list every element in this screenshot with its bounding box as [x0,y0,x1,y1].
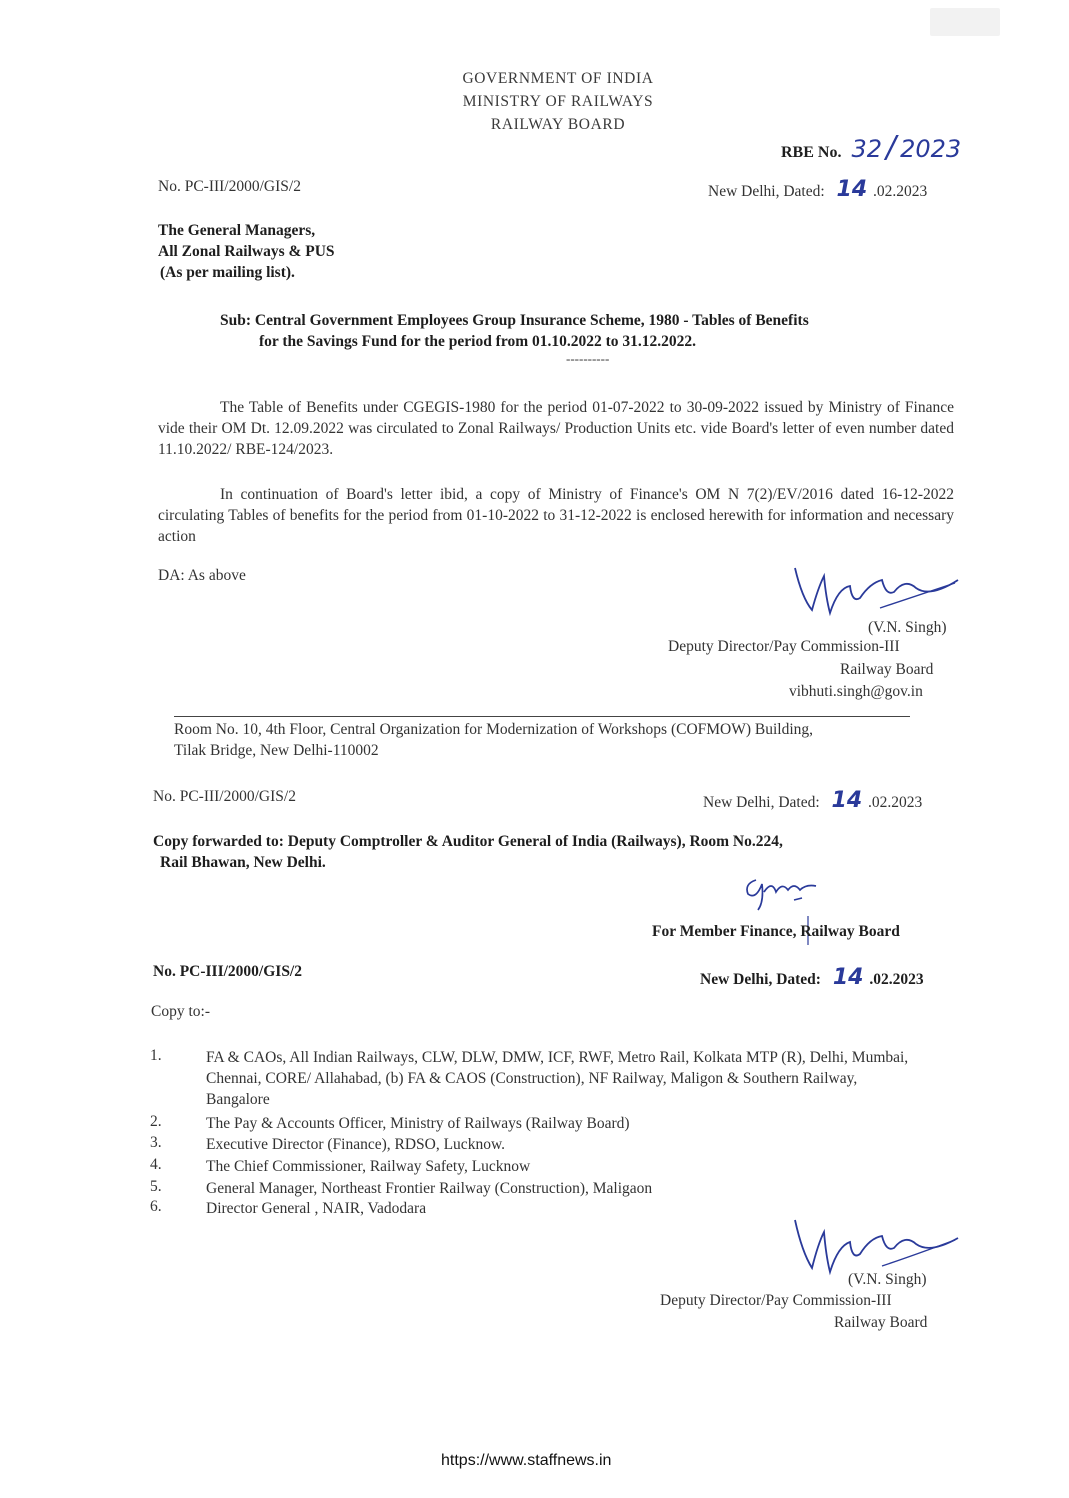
list-item-number: 3. [150,1134,162,1151]
copy2-file-number: No. PC-III/2000/GIS/2 [153,963,302,980]
list-item: Executive Director (Finance), RDSO, Lucknow. [206,1136,506,1153]
paragraph-2: In continuation of Board's letter ibid, a copy of Ministry of Finance's OM N 7(2)/EV/2016 dated 16-12-2022 circulating Tables of benefits for the period from 01-10-2022 to 31-12-2022 is enclosed herewith for information and necessary action [158,486,954,545]
header-line-3: RAILWAY BOARD [490,116,626,133]
signatory-email: vibhuti.singh@gov.in [789,683,923,700]
rbe-handwritten-slash: / [886,130,897,165]
address-divider [174,716,910,717]
copy2-date-day-handwritten: 14 [832,965,864,990]
signature-2 [742,870,832,920]
paragraph-1: The Table of Benefits under CGEGIS-1980 for the period 01-07-2022 to 30-09-2022 issued by Ministry of Finance vide their OM Dt. 12.09.2022 was circulated to Zonal Railways/ Production Units etc. vide Board's letter of even number dated 11.10.2022/ RBE-124/2023. [158,399,954,458]
list-item: Director General , NAIR, Vadodara [206,1200,427,1217]
copy1-forwarded-line-1: Copy forwarded to: Deputy Comptroller & Auditor General of India (Railways), Room No.224, [153,833,783,850]
header-line-1: GOVERNMENT OF INDIA [462,70,654,87]
date-day-handwritten: 14 [836,177,868,202]
file-number: No. PC-III/2000/GIS/2 [158,178,301,195]
signatory-name: (V.N. Singh) [868,619,947,636]
letter-date [708,177,927,202]
addressee-line-3: (As per mailing list). [160,264,295,281]
list-item: The Chief Commissioner, Railway Safety, Lucknow [206,1158,531,1175]
signatory-org: Railway Board [840,661,934,678]
signatory-title: Deputy Director/Pay Commission-III [668,638,900,655]
copy2-date-label: New Delhi, Dated: [700,971,821,988]
copy2-signatory-name: (V.N. Singh) [848,1271,927,1288]
copy1-date [703,788,922,813]
list-item-number: 4. [150,1156,162,1173]
copy1-date-day-handwritten: 14 [831,788,863,813]
copy2-signatory-org: Railway Board [834,1314,928,1331]
address-line-1: Room No. 10, 4th Floor, Central Organization for Modernization of Workshops (COFMOW) Building, [174,721,814,738]
enclosure-note: DA: As above [158,567,246,584]
subject-underline: ---------- [566,351,610,366]
footer-url: https://www.staffnews.in [441,1452,612,1469]
addressee-line-2: All Zonal Railways & PUS [158,243,335,260]
rbe-label: RBE No. [781,144,842,161]
rbe-handwritten-number: 32 [851,135,882,163]
copy2-signatory-title: Deputy Director/Pay Commission-III [660,1292,892,1309]
copy1-file-number: No. PC-III/2000/GIS/2 [153,788,296,805]
header-line-2: MINISTRY OF RAILWAYS [462,93,654,110]
date-label: New Delhi, Dated: [708,183,825,200]
copy-to-label: Copy to:- [151,1003,210,1020]
copy2-date-rest: .02.2023 [869,971,924,988]
rbe-number [781,130,961,165]
copy1-date-label: New Delhi, Dated: [703,794,820,811]
subject-line-2: for the Savings Fund for the period from 01.10.2022 to 31.12.2022. [259,333,697,350]
address-line-2: Tilak Bridge, New Delhi-110002 [174,742,379,759]
addressee-line-1: The General Managers, [158,222,316,239]
rbe-handwritten-year: 2023 [900,135,962,163]
signature-1 [790,558,960,628]
copy1-signatory: For Member Finance, Railway Board [652,923,900,940]
list-item: The Pay & Accounts Officer, Ministry of Railways (Railway Board) [206,1115,630,1132]
date-rest: .02.2023 [873,183,928,200]
list-item-number: 2. [150,1113,162,1130]
list-item-number: 6. [150,1198,162,1215]
list-item-number: 1. [150,1047,162,1064]
list-item: FA & CAOs, All Indian Railways, CLW, DLW, DMW, ICF, RWF, Metro Rail, Kolkata MTP (R), Delhi, Mumbai, Chennai, CORE/ Allahabad, (b) FA & CAOS (Construction), NF Railway, Maligon & Southern Railway, Bangalore [206,1049,909,1108]
scan-artifact [930,8,1000,36]
copy1-date-rest: .02.2023 [868,794,923,811]
list-item-number: 5. [150,1178,162,1195]
subject-line-1: Sub: Central Government Employees Group Insurance Scheme, 1980 - Tables of Benefits [220,312,809,329]
list-item: General Manager, Northeast Frontier Railway (Construction), Maligaon [206,1180,653,1197]
copy2-date [700,965,924,990]
copy1-forwarded-line-2: Rail Bhawan, New Delhi. [160,854,326,871]
